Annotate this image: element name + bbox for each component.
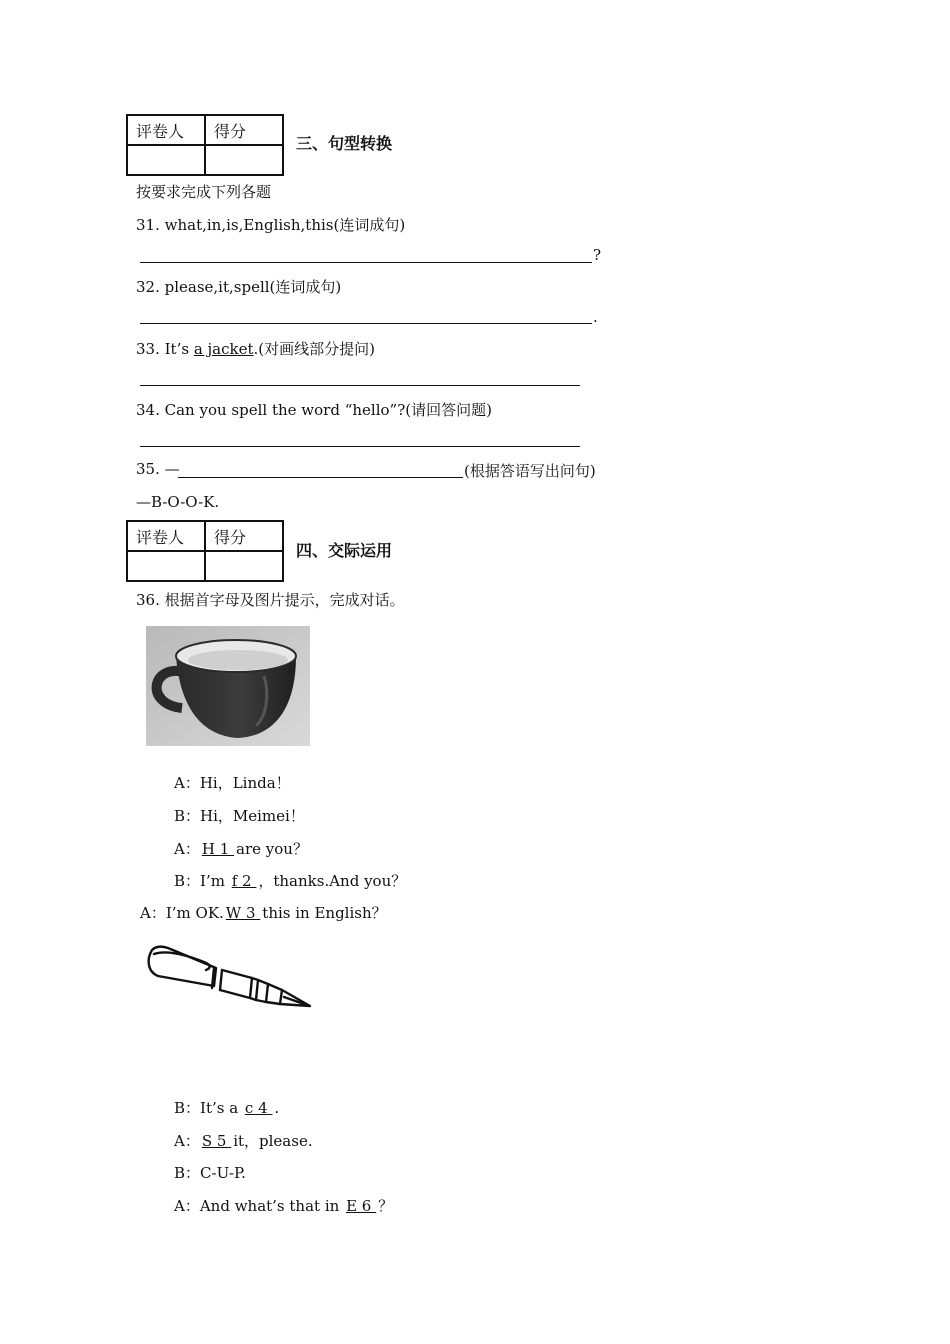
blank-3[interactable]: W 3 xyxy=(225,904,261,922)
question-33-pre: 33. It’s xyxy=(136,340,194,358)
grader-header: 评卷人 xyxy=(127,115,205,145)
section-title: 三、句型转换 xyxy=(296,134,393,153)
question-35-answer: —B-O-O-K. xyxy=(136,493,220,511)
answer-line-31[interactable] xyxy=(140,262,592,263)
score-header: 得分 xyxy=(205,115,283,145)
grader-header: 评卷人 xyxy=(127,521,205,551)
question-32: 32. please,it,spell(连词成句) xyxy=(136,278,342,296)
grader-cell[interactable] xyxy=(127,551,205,581)
instruction-text: 按要求完成下列各题 xyxy=(136,183,272,201)
answer-line-33[interactable] xyxy=(140,385,580,386)
blank-4[interactable]: c 4 xyxy=(244,1099,273,1117)
question-31: 31. what,in,is,English,this(连词成句) xyxy=(136,216,406,234)
dialogue-line-4: B：I’m f 2 ，thanks.And you？ xyxy=(174,872,407,890)
question-35-pre: 35. — xyxy=(136,460,180,478)
dialogue-line-5: A：I’m OK. W 3 this in English？ xyxy=(140,904,387,922)
question-33-post: .(对画线部分提问) xyxy=(253,340,375,358)
score-cell[interactable] xyxy=(205,145,283,175)
dialogue-line-8: B：C-U-P. xyxy=(174,1164,246,1182)
grader-cell[interactable] xyxy=(127,145,205,175)
blank-1[interactable]: H 1 xyxy=(201,840,235,858)
question-32-end: . xyxy=(593,308,598,326)
dialogue-line-6: B：It’s a c 4 . xyxy=(174,1099,280,1117)
score-header: 得分 xyxy=(205,521,283,551)
dialogue-line-2: B：Hi，Meimei！ xyxy=(174,807,305,825)
question-33 xyxy=(136,338,375,359)
dialogue-line-9: A：And what’s that in E 6 ？ xyxy=(174,1197,394,1215)
answer-line-32[interactable] xyxy=(140,323,592,324)
pen-image xyxy=(144,938,316,1018)
question-34: 34. Can you spell the word “hello”?(请回答问题) xyxy=(136,401,492,419)
score-table-section3 xyxy=(126,114,284,176)
score-table-section4 xyxy=(126,520,284,582)
blank-5[interactable]: S 5 xyxy=(201,1132,232,1150)
blank-6[interactable]: E 6 xyxy=(346,1197,377,1215)
answer-line-35[interactable] xyxy=(178,477,463,478)
question-31-end: ? xyxy=(593,246,602,264)
question-35-post: (根据答语写出问句) xyxy=(464,462,596,480)
question-36: 36. 根据首字母及图片提示，完成对话。 xyxy=(136,591,405,609)
answer-line-34[interactable] xyxy=(140,446,580,447)
dialogue-line-7: A： S 5 it，please. xyxy=(174,1132,313,1150)
blank-2[interactable]: f 2 xyxy=(231,872,257,890)
section-title: 四、交际运用 xyxy=(296,541,393,560)
score-cell[interactable] xyxy=(205,551,283,581)
dialogue-line-1: A：Hi，Linda！ xyxy=(174,774,291,792)
dialogue-line-3: A： H 1 are you？ xyxy=(174,840,308,858)
cup-image xyxy=(146,626,310,746)
question-33-underlined: a jacket xyxy=(193,340,254,358)
